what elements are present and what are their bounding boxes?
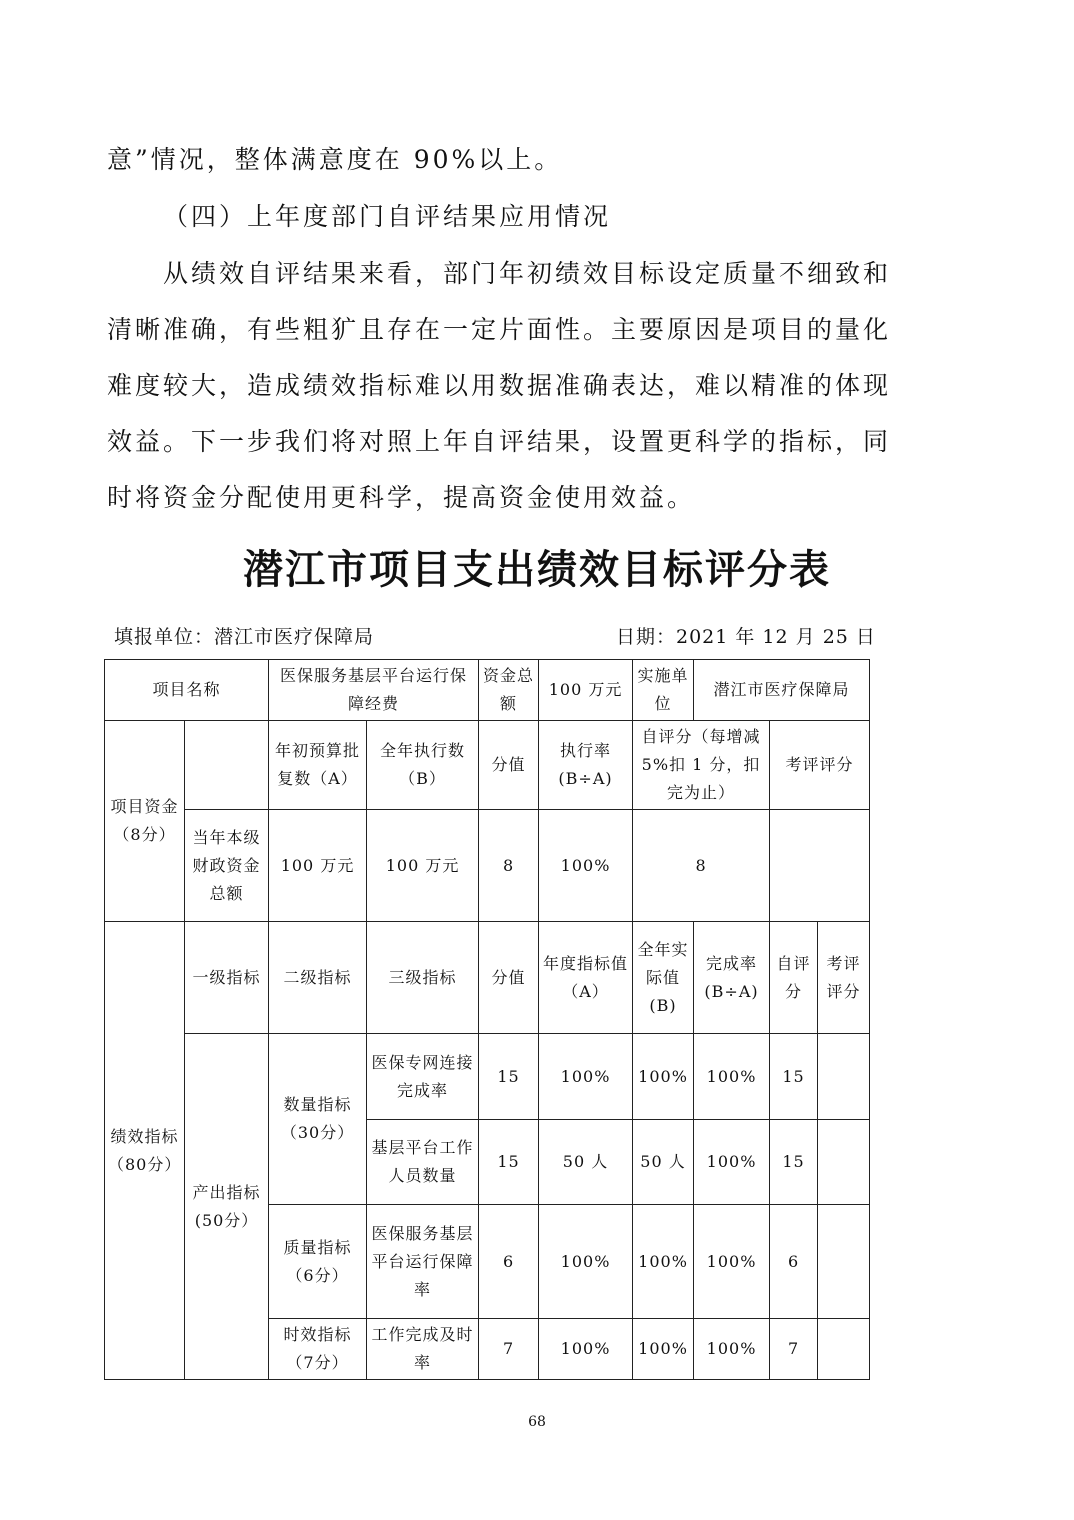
level3-indicator: 医保服务基层平台运行保障率: [367, 1205, 479, 1319]
level3-indicator: 工作完成及时率: [367, 1319, 479, 1380]
level2-indicator: 时效指标（7分）: [269, 1319, 367, 1380]
level3-indicator: 基层平台工作人员数量: [367, 1120, 479, 1205]
cell-actual: 100%: [633, 1205, 694, 1319]
perf-section-label: 绩效指标（80分）: [105, 922, 185, 1380]
table-row: [105, 721, 870, 810]
cell-eval-score: [770, 810, 870, 922]
fund-total-label: 资金总额: [479, 660, 539, 721]
col-header-level1: 一级指标: [185, 922, 269, 1034]
cell-target: 100%: [539, 1034, 633, 1120]
cell-score: 6: [479, 1205, 539, 1319]
section-heading: （四）上年度部门自评结果应用情况: [163, 202, 612, 231]
body-paragraph: 从绩效自评结果来看，部门年初绩效目标设定质量不细致和清晰准确，有些粗犷且存在一定片面性。主要原因是项目的量化难度较大，造成绩效指标难以用数据准确表达，难以精准的体现效益。下一步我们将对照上年自评结果，设置更科学的指标，同时将资金分配使用更科学，提高资金使用效益。: [107, 259, 892, 512]
cell-target: 100%: [539, 1205, 633, 1319]
cell-self-score: 15: [770, 1034, 818, 1120]
table-row: [105, 810, 870, 922]
col-header-self-score: 自评分（每增减 5%扣 1 分，扣完为止）: [633, 721, 770, 810]
project-name-label: 项目名称: [105, 660, 269, 721]
cell-rate: 100%: [539, 810, 633, 922]
level2-indicator: 数量指标（30分）: [269, 1034, 367, 1205]
level3-indicator: 医保专网连接完成率: [367, 1034, 479, 1120]
score-table: [104, 659, 870, 1380]
col-header-level2: 二级指标: [269, 922, 367, 1034]
cell-target: 50 人: [539, 1120, 633, 1205]
fund-section-label: 项目资金（8分）: [105, 721, 185, 922]
cell-actual: 100%: [633, 1319, 694, 1380]
reporting-unit: 填报单位：潜江市医疗保障局: [114, 626, 375, 648]
col-header-eval-score: 考评评分: [818, 922, 870, 1034]
cell-actual: 100%: [633, 1034, 694, 1120]
body-text-line: 意”情况，整体满意度在 90%以上。: [107, 145, 563, 174]
table-row: [105, 1034, 870, 1120]
col-header-self-score: 自评分: [770, 922, 818, 1034]
empty-cell: [185, 721, 269, 810]
level2-indicator: 质量指标（6分）: [269, 1205, 367, 1319]
cell-eval-score: [818, 1120, 870, 1205]
table-row: [105, 660, 870, 721]
cell-score: 8: [479, 810, 539, 922]
project-name-value: 医保服务基层平台运行保障经费: [269, 660, 479, 721]
page-number: 68: [528, 1414, 546, 1430]
col-header-exec: 全年执行数（B）: [367, 721, 479, 810]
cell-self-score: 8: [633, 810, 770, 922]
col-header-target: 年度指标值（A）: [539, 922, 633, 1034]
table-row: [105, 922, 870, 1034]
col-header-score: 分值: [479, 721, 539, 810]
impl-unit-label: 实施单位: [633, 660, 694, 721]
cell-self-score: 6: [770, 1205, 818, 1319]
fund-row-label: 当年本级财政资金总额: [185, 810, 269, 922]
cell-target: 100%: [539, 1319, 633, 1380]
cell-score: 7: [479, 1319, 539, 1380]
col-header-eval-score: 考评评分: [770, 721, 870, 810]
cell-budget: 100 万元: [269, 810, 367, 922]
cell-actual: 50 人: [633, 1120, 694, 1205]
cell-rate: 100%: [694, 1319, 770, 1380]
col-header-rate: 完成率(B÷A): [694, 922, 770, 1034]
table-title: 潜江市项目支出绩效目标评分表: [243, 547, 831, 593]
report-date: 日期：2021 年 12 月 25 日: [616, 626, 876, 648]
impl-unit-value: 潜江市医疗保障局: [694, 660, 870, 721]
cell-eval-score: [818, 1205, 870, 1319]
cell-rate: 100%: [694, 1034, 770, 1120]
cell-score: 15: [479, 1034, 539, 1120]
col-header-score: 分值: [479, 922, 539, 1034]
col-header-rate: 执行率(B÷A): [539, 721, 633, 810]
col-header-level3: 三级指标: [367, 922, 479, 1034]
col-header-budget: 年初预算批复数（A）: [269, 721, 367, 810]
cell-rate: 100%: [694, 1120, 770, 1205]
cell-eval-score: [818, 1319, 870, 1380]
cell-exec: 100 万元: [367, 810, 479, 922]
cell-self-score: 7: [770, 1319, 818, 1380]
cell-rate: 100%: [694, 1205, 770, 1319]
output-indicator-label: 产出指标(50分）: [185, 1034, 269, 1380]
fund-total-value: 100 万元: [539, 660, 633, 721]
col-header-actual: 全年实际值(B): [633, 922, 694, 1034]
cell-score: 15: [479, 1120, 539, 1205]
cell-self-score: 15: [770, 1120, 818, 1205]
cell-eval-score: [818, 1034, 870, 1120]
